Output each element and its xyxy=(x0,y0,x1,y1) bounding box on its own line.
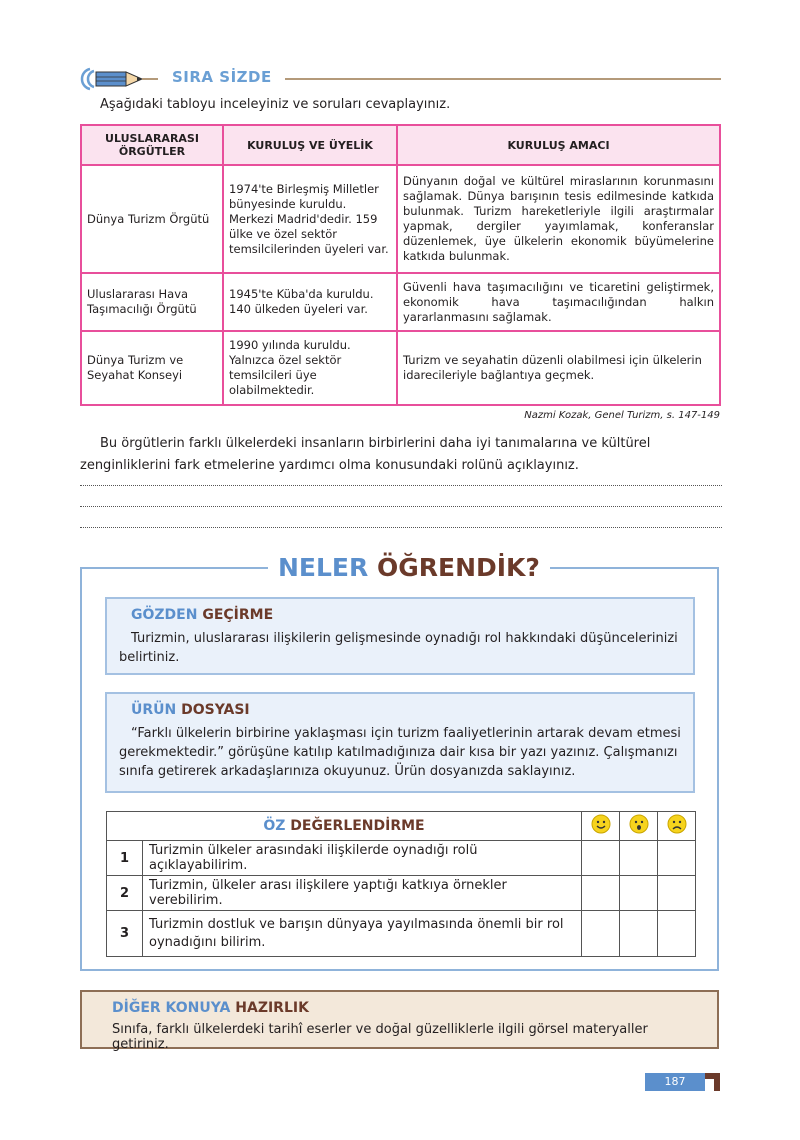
happy-face-icon xyxy=(582,812,620,841)
item-number: 3 xyxy=(107,911,143,957)
page-number: 187 xyxy=(645,1073,705,1091)
gozden-gecirme-panel xyxy=(105,597,695,675)
column-header: ULUSLARARASI ÖRGÜTLER xyxy=(81,125,223,165)
table-row xyxy=(107,876,696,911)
table-source: Nazmi Kozak, Genel Turizm, s. 147-149 xyxy=(524,410,720,421)
org-name: Dünya Turizm ve Seyahat Konseyi xyxy=(81,331,223,405)
table-row xyxy=(81,273,720,331)
panel-title xyxy=(131,702,681,718)
org-name: Dünya Turizm Örgütü xyxy=(81,165,223,273)
summary-title xyxy=(268,553,550,582)
panel-title-part2: GEÇİRME xyxy=(202,607,274,623)
org-purpose: Dünyanın doğal ve kültürel miraslarının korunmasını sağlamak. Dünya barışının tesis edilmesinde katkıda bulunmak. Turizm hareketleriyle ilgili araştırmalar yapmak, dergiler yayımlamak, konferanslar düzenlemek, üye ülkelerin ekonomik büyümelerine katkıda bulunmak. xyxy=(397,165,720,273)
panel-title-part1: ÜRÜN xyxy=(131,702,177,718)
sad-face-icon xyxy=(658,812,696,841)
table-row xyxy=(107,841,696,876)
page-corner-icon xyxy=(705,1073,720,1091)
org-purpose: Turizm ve seyahatin düzenli olabilmesi için ülkelerin idarecileriyle bağlantıya geçmek. xyxy=(397,331,720,405)
org-name: Uluslararası Hava Taşımacılığı Örgütü xyxy=(81,273,223,331)
checkbox-cell[interactable] xyxy=(620,911,658,957)
summary-title-part1: NELER xyxy=(278,553,369,582)
item-text: Turizmin ülkeler arasındaki ilişkilerde oynadığı rolü açıklayabilirim. xyxy=(143,841,582,876)
summary-title-part2: ÖĞRENDİK? xyxy=(376,553,540,582)
answer-line[interactable] xyxy=(80,485,722,486)
item-text: Turizmin, ülkeler arası ilişkilere yaptığı katkıya örnekler verebilirim. xyxy=(143,876,582,911)
org-purpose: Güvenli hava taşımacılığını ve ticaretini geliştirmek, ekonomik hava taşımacılığından halkın yararlanmasını sağlamak. xyxy=(397,273,720,331)
checkbox-cell[interactable] xyxy=(582,911,620,957)
panel-title xyxy=(112,1000,687,1016)
checkbox-cell[interactable] xyxy=(620,876,658,911)
panel-title xyxy=(131,607,681,623)
column-header: KURULUŞ AMACI xyxy=(397,125,720,165)
answer-line[interactable] xyxy=(80,506,722,507)
column-header: KURULUŞ VE ÜYELİK xyxy=(223,125,397,165)
panel-title-part1: DİĞER KONUYA xyxy=(112,1000,231,1016)
checkbox-cell[interactable] xyxy=(658,876,696,911)
title-part1: ÖZ xyxy=(263,818,286,834)
self-assessment-table xyxy=(106,811,696,957)
table-row xyxy=(107,911,696,957)
table-header-row xyxy=(81,125,720,165)
panel-title-part2: DOSYASI xyxy=(181,702,250,718)
checkbox-cell[interactable] xyxy=(582,841,620,876)
organizations-table xyxy=(80,124,721,406)
next-topic-box xyxy=(80,990,719,1052)
panel-text: Sınıfa, farklı ülkelerdeki tarihî eserler ve doğal güzelliklerle ilgili görsel materyaller getiriniz. xyxy=(112,1022,648,1052)
checkbox-cell[interactable] xyxy=(582,876,620,911)
self-assessment-title xyxy=(107,812,582,841)
panel-text: “Farklı ülkelerin birbirine yaklaşması için turizm faaliyetlerinin artarak devam etmesi gerekmektedir.” görüşüne katılıp katılmadığınıza dair kısa bir yazı yazınız. Çalışmanızı sınıfa getirerek arkadaşlarınıza okuyunuz. Ürün dosyanızda saklayınız. xyxy=(119,726,681,779)
table-row xyxy=(81,331,720,405)
pencil-icon xyxy=(80,66,158,92)
checkbox-cell[interactable] xyxy=(658,911,696,957)
question-text: Bu örgütlerin farklı ülkelerdeki insanların birbirlerini daha iyi tanımalarına ve kültürel zenginliklerini fark etmelerine yardımcı olma konusundaki rolünü açıklayınız. xyxy=(80,436,651,473)
checkbox-cell[interactable] xyxy=(620,841,658,876)
answer-line[interactable] xyxy=(80,527,722,528)
surprised-face-icon xyxy=(620,812,658,841)
item-text: Turizmin dostluk ve barışın dünyaya yayılmasında önemli bir rol oynadığını bilirim. xyxy=(143,911,582,957)
org-founding: 1945'te Küba'da kuruldu. 140 ülkeden üyeleri var. xyxy=(223,273,397,331)
org-founding: 1974'te Birleşmiş Milletler bünyesinde kuruldu. Merkezi Madrid'dedir. 159 ülke ve özel sektör temsilcilerinden üyeleri var. xyxy=(223,165,397,273)
org-founding: 1990 yılında kuruldu. Yalnızca özel sektör temsilcileri üye olabilmektedir. xyxy=(223,331,397,405)
panel-title-part1: GÖZDEN xyxy=(131,607,198,623)
title-part2: DEĞERLENDİRME xyxy=(290,818,425,834)
checkbox-cell[interactable] xyxy=(658,841,696,876)
panel-text: Turizmin, uluslararası ilişkilerin gelişmesinde oynadığı rol hakkındaki düşüncelerinizi belirtiniz. xyxy=(119,631,678,665)
urun-dosyasi-panel xyxy=(105,692,695,793)
intro-text: Aşağıdaki tabloyu inceleyiniz ve soruları cevaplayınız. xyxy=(100,97,451,112)
self-assessment-header xyxy=(107,812,696,841)
panel-title-part2: HAZIRLIK xyxy=(235,1000,309,1016)
section-title: SIRA SİZDE xyxy=(172,68,272,86)
item-number: 2 xyxy=(107,876,143,911)
divider xyxy=(285,78,721,80)
item-number: 1 xyxy=(107,841,143,876)
table-row xyxy=(81,165,720,273)
